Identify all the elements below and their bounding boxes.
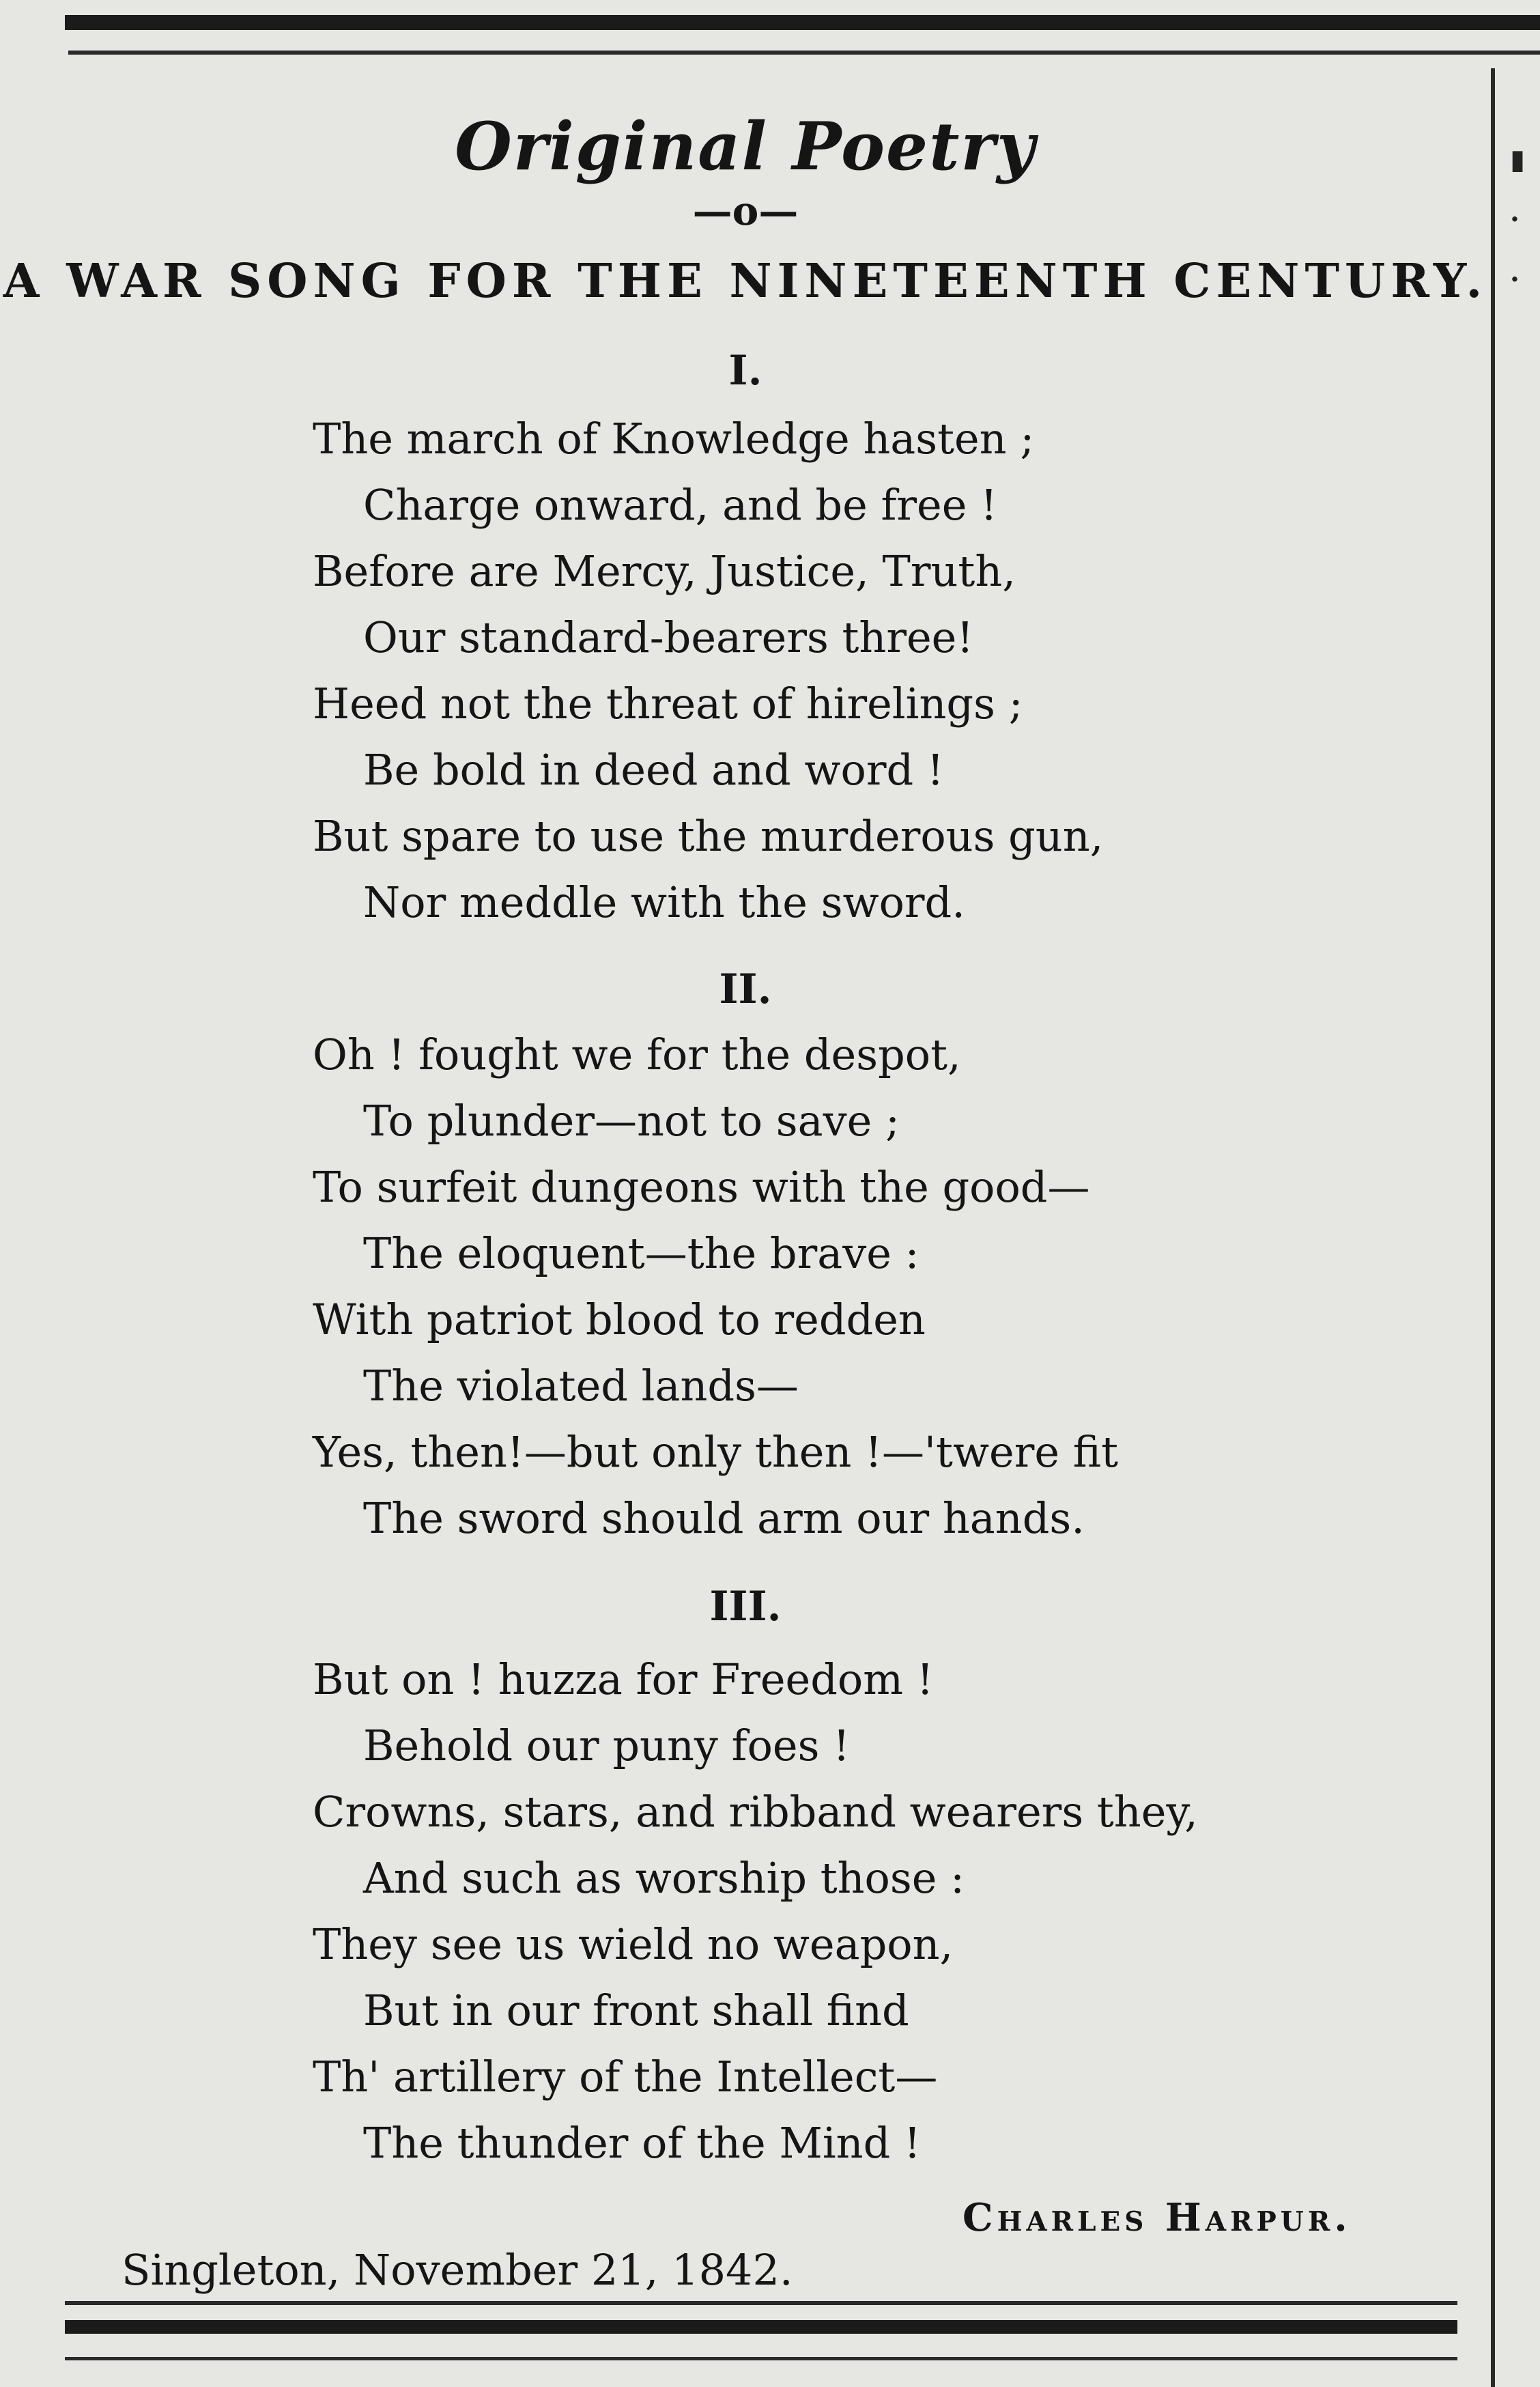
top-thick-rule (65, 15, 1540, 30)
poem-line: To plunder—not to save ; (363, 1096, 900, 1146)
stanza-number-3: III. (709, 1583, 782, 1630)
poem-line: The eloquent—the brave : (363, 1228, 919, 1278)
poem-line: Yes, then!—but only then !—'twere fit (313, 1427, 1119, 1477)
poem-line: Th' artillery of the Intellect— (313, 2052, 938, 2102)
poem-line: Crowns, stars, and ribband wearers they, (313, 1787, 1198, 1837)
poem-line: Behold our puny foes ! (363, 1721, 851, 1770)
poem-line: Oh ! fought we for the despot, (313, 1030, 961, 1079)
poem-line: To surfeit dungeons with the good— (313, 1162, 1090, 1212)
top-thin-rule (68, 51, 1540, 55)
poem-line: But spare to use the murderous gun, (313, 811, 1104, 861)
poem-title: A WAR SONG FOR THE NINETEENTH CENTURY. (3, 254, 1488, 309)
poem-line: But on ! huzza for Freedom ! (313, 1654, 934, 1704)
poem-line: The violated lands— (363, 1361, 799, 1411)
poem-line: They see us wield no weapon, (313, 1919, 954, 1969)
poem-line: The sword should arm our hands. (363, 1493, 1085, 1543)
poem-line: Nor meddle with the sword. (363, 877, 965, 927)
adjacent-column-fragment: ▮ · · (1510, 143, 1526, 296)
bottom-thin-rule-2 (65, 2357, 1457, 2360)
bottom-thin-rule (65, 2301, 1457, 2305)
dateline: Singleton, November 21, 1842. (122, 2245, 793, 2295)
bottom-thick-rule (65, 2320, 1457, 2334)
poem-line: And such as worship those : (363, 1853, 965, 1903)
author-signature: Charles Harpur. (962, 2195, 1352, 2240)
poem-line: Charge onward, and be free ! (363, 480, 998, 530)
poem-line: Heed not the threat of hirelings ; (313, 679, 1023, 729)
stanza-number-2: II. (719, 965, 772, 1013)
poem-line: Be bold in deed and word ! (363, 745, 944, 795)
poem-line: But in our front shall find (363, 1986, 909, 2035)
poem-line: Before are Mercy, Justice, Truth, (313, 546, 1016, 596)
poem-line: The thunder of the Mind ! (363, 2118, 921, 2168)
stanza-number-1: I. (728, 347, 762, 395)
column-divider (1491, 68, 1495, 2387)
poem-line: With patriot blood to redden (313, 1295, 926, 1344)
poem-line: The march of Knowledge hasten ; (313, 414, 1035, 464)
poem-line: Our standard-bearers three! (363, 612, 974, 662)
section-title: Original Poetry (455, 108, 1036, 185)
section-separator: —o— (692, 188, 799, 234)
